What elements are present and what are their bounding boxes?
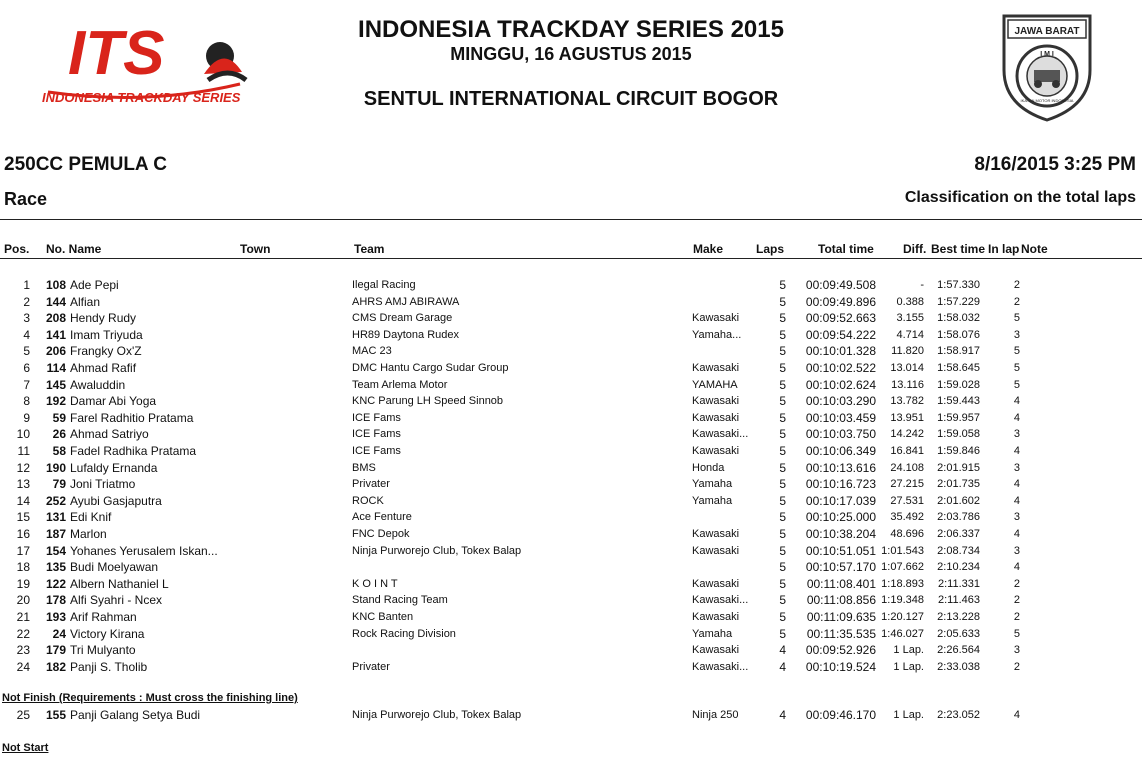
table-row [0, 277, 1142, 294]
table-row [0, 360, 1142, 377]
row-pos: 2 [23, 294, 30, 309]
row-pos: 8 [23, 394, 30, 409]
row-inlap: 2 [1013, 577, 1020, 590]
row-make: Kawasaki [692, 411, 740, 424]
row-laps: 5 [779, 493, 786, 508]
row-diff: 16.841 [890, 445, 924, 457]
row-total: 00:10:03.750 [805, 427, 876, 442]
row-number: 131 [45, 510, 66, 525]
row-diff: 35.492 [890, 511, 924, 524]
row-laps: 5 [779, 294, 786, 309]
circuit-name: SENTUL INTERNATIONAL CIRCUIT BOGOR [363, 88, 779, 110]
row-team: ICE Fams [352, 411, 401, 424]
row-make: Kawasaki [692, 528, 740, 540]
row-number: 193 [45, 610, 66, 624]
row-best: 1:58.917 [937, 345, 980, 358]
table-row [0, 543, 1142, 560]
row-best: 2:03.786 [937, 511, 980, 524]
row-diff: 3.155 [896, 312, 924, 325]
row-make: Kawasaki [692, 362, 740, 374]
row-total: 00:10:13.616 [805, 460, 876, 475]
row-inlap: 5 [1013, 378, 1020, 391]
row-pos: 21 [16, 610, 30, 624]
row-name: Lufaldy Ernanda [70, 460, 158, 475]
row-total: 00:09:49.508 [805, 278, 876, 292]
logo-main-text: ITS [68, 19, 165, 88]
row-total: 00:09:46.170 [805, 708, 876, 722]
row-make: Kawasaki [692, 395, 740, 408]
row-inlap: 3 [1013, 328, 1020, 341]
row-total: 00:10:25.000 [805, 510, 876, 525]
row-laps: 5 [779, 278, 786, 292]
row-inlap: 4 [1013, 395, 1020, 408]
row-total: 00:10:02.624 [805, 377, 876, 392]
row-number: 206 [45, 344, 66, 359]
row-inlap: 3 [1013, 461, 1020, 474]
row-total: 00:11:08.401 [806, 576, 876, 591]
row-total: 00:09:52.926 [805, 643, 876, 658]
row-best: 2:01.602 [937, 494, 980, 507]
logo-sub-text: INDONESIA TRACKDAY SERIES [42, 90, 241, 105]
row-laps: 5 [779, 560, 786, 575]
row-number: 26 [52, 427, 66, 442]
not-start-heading: Not Start [2, 742, 49, 754]
row-pos: 1 [23, 278, 30, 292]
table-row [0, 377, 1142, 394]
row-pos: 7 [23, 377, 30, 392]
row-best: 1:58.032 [937, 312, 980, 325]
row-laps: 5 [779, 311, 786, 326]
row-best: 2:06.337 [937, 528, 980, 540]
row-name: Awaluddin [70, 377, 126, 392]
row-diff: 1:20.127 [881, 611, 924, 623]
row-number: 154 [45, 543, 66, 558]
table-row [0, 493, 1142, 510]
table-row [0, 707, 1142, 724]
row-make: Ninja 250 [692, 709, 739, 721]
row-number: 122 [45, 576, 66, 591]
row-laps: 5 [779, 410, 786, 425]
row-pos: 15 [16, 510, 30, 525]
row-total: 00:10:02.522 [805, 361, 876, 375]
row-inlap: 5 [1013, 312, 1020, 325]
row-total: 00:10:17.039 [805, 493, 876, 508]
row-diff: 27.215 [890, 478, 924, 491]
row-make: Kawasaki [692, 611, 740, 623]
row-team: Ilegal Racing [352, 279, 416, 291]
row-best: 1:59.028 [937, 378, 980, 391]
col-total-time: Total time [818, 242, 874, 256]
row-laps: 5 [779, 344, 786, 359]
row-number: 178 [45, 593, 66, 608]
columns-divider [0, 258, 1142, 259]
row-pos: 11 [17, 444, 30, 458]
row-best: 1:57.229 [937, 295, 980, 308]
row-best: 1:59.957 [937, 411, 980, 424]
row-team: Ninja Purworejo Club, Tokex Balap [352, 544, 522, 557]
row-diff: 1 Lap. [893, 709, 924, 721]
table-row [0, 659, 1142, 676]
row-team: ICE Fams [352, 445, 401, 457]
row-pos: 13 [16, 477, 30, 492]
row-diff: 1:46.027 [881, 627, 924, 640]
table-row [0, 310, 1142, 327]
table-row [0, 393, 1142, 410]
row-inlap: 4 [1013, 528, 1020, 540]
category-title: 250CC PEMULA C [4, 154, 167, 175]
row-laps: 5 [779, 460, 786, 475]
row-number: 145 [45, 377, 66, 392]
row-best: 2:33.038 [937, 660, 980, 673]
row-team: HR89 Daytona Rudex [352, 328, 460, 341]
col-note: Note [1021, 242, 1048, 256]
row-laps: 5 [779, 394, 786, 409]
row-team: KNC Parung LH Speed Sinnob [352, 395, 504, 408]
row-inlap: 3 [1013, 644, 1020, 657]
col-pos: Pos. [4, 242, 30, 256]
row-diff: 48.696 [890, 528, 924, 540]
row-team: Stand Racing Team [352, 594, 448, 607]
row-pos: 17 [16, 543, 30, 558]
row-total: 00:10:57.170 [805, 560, 876, 575]
table-row [0, 327, 1142, 344]
table-row [0, 509, 1142, 526]
row-diff: 27.531 [890, 494, 924, 507]
row-total: 00:10:19.524 [805, 659, 876, 674]
imi-emblem [996, 10, 1098, 124]
row-name: Budi Moelyawan [70, 560, 159, 575]
row-team: AHRS AMJ ABIRAWA [352, 295, 460, 308]
row-laps: 4 [779, 708, 786, 722]
row-diff: 4.714 [896, 328, 924, 341]
table-row [0, 426, 1142, 443]
row-make: Kawasaki [692, 445, 740, 457]
row-team: ICE Fams [352, 428, 401, 441]
row-number: 135 [45, 560, 66, 575]
row-team: MAC 23 [352, 345, 392, 358]
row-inlap: 2 [1013, 594, 1020, 607]
row-pos: 9 [23, 410, 30, 425]
row-laps: 5 [779, 444, 786, 458]
row-diff: 13.782 [890, 395, 924, 408]
table-row [0, 642, 1142, 659]
row-name: Marlon [70, 527, 107, 541]
row-name: Alfian [70, 294, 101, 309]
row-name: Ade Pepi [70, 278, 119, 292]
row-number: 179 [45, 643, 66, 658]
col-laps: Laps [756, 242, 785, 256]
row-inlap: 2 [1013, 660, 1020, 673]
row-laps: 5 [779, 626, 786, 641]
row-best: 1:59.443 [937, 395, 980, 408]
row-pos: 16 [16, 527, 30, 541]
row-inlap: 3 [1013, 511, 1020, 524]
row-name: Victory Kirana [70, 626, 145, 641]
table-row [0, 609, 1142, 626]
row-diff: 1:01.543 [881, 544, 924, 557]
row-laps: 5 [779, 593, 786, 608]
row-diff: 1:19.348 [881, 594, 924, 607]
event-datetime: 8/16/2015 3:25 PM [974, 154, 1136, 175]
table-row [0, 476, 1142, 493]
row-inlap: 4 [1013, 561, 1020, 574]
row-number: 24 [52, 626, 66, 641]
row-pos: 10 [16, 427, 30, 442]
row-diff: 1:18.893 [881, 577, 924, 590]
row-diff: 1 Lap. [893, 644, 924, 657]
row-best: 2:01.915 [937, 461, 980, 474]
row-name: Ahmad Rafif [70, 361, 137, 375]
row-laps: 5 [779, 477, 786, 492]
row-number: 187 [45, 527, 66, 541]
series-title: INDONESIA TRACKDAY SERIES 2015 [358, 16, 784, 43]
table-row [0, 526, 1142, 543]
row-laps: 5 [779, 377, 786, 392]
row-best: 2:23.052 [937, 709, 980, 721]
row-name: Imam Triyuda [70, 327, 143, 342]
row-laps: 5 [779, 543, 786, 558]
row-diff: 13.116 [891, 378, 924, 391]
col-best-time: Best time [931, 242, 986, 256]
table-row [0, 592, 1142, 609]
table-row [0, 443, 1142, 460]
row-team: FNC Depok [352, 528, 410, 540]
row-pos: 25 [16, 708, 30, 722]
row-name: Joni Triatmo [70, 477, 136, 492]
row-diff: 11.820 [891, 345, 924, 358]
row-diff: 24.108 [890, 461, 924, 474]
row-best: 2:26.564 [937, 644, 980, 657]
row-make: Kawasaki [692, 544, 740, 557]
row-laps: 4 [779, 643, 786, 658]
row-inlap: 4 [1013, 709, 1020, 721]
row-best: 2:08.734 [937, 544, 980, 557]
row-diff: 14.242 [890, 428, 924, 441]
row-best: 1:58.076 [937, 328, 980, 341]
row-laps: 4 [779, 659, 786, 674]
row-name: Albern Nathaniel L [70, 576, 169, 591]
emblem-mid-text: I M I [1040, 51, 1054, 58]
row-make: Yamaha [692, 478, 733, 491]
row-team: Ace Fenture [352, 511, 412, 524]
row-number: 108 [45, 278, 66, 292]
row-inlap: 3 [1013, 428, 1020, 441]
row-make: Kawasaki... [692, 660, 749, 673]
row-total: 00:11:08.856 [806, 593, 876, 608]
row-pos: 5 [23, 344, 30, 359]
row-best: 1:57.330 [937, 279, 980, 291]
row-total: 00:10:03.290 [805, 394, 876, 409]
row-number: 192 [45, 394, 66, 409]
row-total: 00:10:06.349 [805, 444, 876, 458]
row-number: 182 [45, 659, 66, 674]
table-row [0, 576, 1142, 593]
row-laps: 5 [779, 427, 786, 442]
row-laps: 5 [779, 527, 786, 541]
row-name: Ayubi Gasjaputra [70, 493, 162, 508]
row-make: Kawasaki [692, 312, 740, 325]
emblem-top-text: JAWA BARAT [1014, 26, 1080, 37]
row-number: 208 [45, 311, 66, 326]
row-number: 144 [45, 294, 66, 309]
row-total: 00:09:52.663 [805, 311, 876, 326]
row-diff: 1:07.662 [881, 561, 924, 574]
row-best: 2:05.633 [937, 627, 980, 640]
row-team: Team Arlema Motor [352, 378, 448, 391]
row-team: DMC Hantu Cargo Sudar Group [352, 362, 509, 374]
row-best: 2:11.463 [937, 594, 980, 607]
row-pos: 19 [16, 576, 30, 591]
row-pos: 4 [23, 327, 30, 342]
row-inlap: 2 [1013, 279, 1020, 291]
row-total: 00:10:16.723 [805, 477, 876, 492]
row-total: 00:11:09.635 [806, 610, 876, 624]
row-pos: 3 [23, 311, 30, 326]
row-name: Alfi Syahri - Ncex [70, 593, 163, 608]
row-number: 252 [45, 493, 66, 508]
row-total: 00:10:03.459 [805, 410, 876, 425]
row-inlap: 4 [1013, 494, 1020, 507]
row-inlap: 2 [1013, 295, 1020, 308]
row-laps: 5 [779, 327, 786, 342]
row-diff: 13.951 [890, 411, 924, 424]
table-row [0, 626, 1142, 643]
row-total: 00:09:49.896 [805, 294, 876, 309]
row-team: K O I N T [352, 577, 398, 590]
row-diff: 0.388 [896, 295, 924, 308]
row-number: 114 [46, 361, 66, 375]
row-pos: 22 [16, 626, 30, 641]
row-make: Yamaha [692, 627, 733, 640]
table-row [0, 460, 1142, 477]
row-number: 79 [52, 477, 66, 492]
row-name: Ahmad Satriyo [70, 427, 149, 442]
row-name: Hendy Rudy [70, 311, 137, 326]
col-diff: Diff. [903, 242, 927, 256]
row-pos: 6 [23, 361, 30, 375]
row-total: 00:10:51.051 [805, 543, 876, 558]
row-total: 00:09:54.222 [805, 327, 876, 342]
row-make: Kawasaki... [692, 594, 749, 607]
row-pos: 18 [16, 560, 30, 575]
row-best: 2:11.331 [937, 577, 980, 590]
row-team: Privater [352, 478, 390, 491]
emblem-ring-text: IKATAN MOTOR INDONESIA [1020, 98, 1074, 103]
row-make: Kawasaki [692, 577, 740, 590]
row-best: 2:13.228 [937, 611, 980, 623]
row-diff: 13.014 [890, 362, 924, 374]
row-inlap: 4 [1013, 411, 1020, 424]
row-team: BMS [352, 461, 376, 474]
row-pos: 14 [16, 493, 30, 508]
row-total: 00:10:38.204 [805, 527, 876, 541]
row-inlap: 2 [1013, 611, 1020, 623]
row-inlap: 4 [1013, 445, 1020, 457]
header-divider [0, 219, 1142, 220]
table-row [0, 294, 1142, 311]
row-team: Privater [352, 660, 390, 673]
row-inlap: 5 [1013, 345, 1020, 358]
row-name: Arif Rahman [70, 610, 137, 624]
table-row [0, 343, 1142, 360]
row-name: Edi Knif [70, 510, 112, 525]
row-best: 1:59.058 [937, 428, 980, 441]
col-no-name: No. Name [46, 242, 102, 256]
row-name: Panji S. Tholib [70, 659, 148, 674]
row-number: 155 [45, 708, 66, 722]
row-pos: 20 [16, 593, 30, 608]
row-total: 00:11:35.535 [806, 626, 876, 641]
row-number: 58 [52, 444, 66, 458]
row-best: 2:01.735 [937, 478, 980, 491]
col-town: Town [240, 242, 271, 256]
row-make: YAMAHA [692, 378, 738, 391]
row-pos: 12 [16, 460, 30, 475]
row-name: Farel Radhitio Pratama [70, 410, 194, 425]
row-inlap: 4 [1013, 478, 1020, 491]
row-name: Tri Mulyanto [70, 643, 136, 658]
row-name: Frangky Ox'Z [70, 344, 142, 359]
row-best: 1:58.645 [937, 362, 980, 374]
row-number: 59 [52, 410, 66, 425]
row-pos: 23 [16, 643, 30, 658]
date-line: MINGGU, 16 AGUSTUS 2015 [450, 44, 692, 64]
not-finish-heading: Not Finish (Requirements : Must cross the finishing line) [2, 692, 298, 704]
row-name: Fadel Radhika Pratama [70, 444, 197, 458]
row-inlap: 5 [1013, 362, 1020, 374]
row-laps: 5 [779, 361, 786, 375]
row-best: 2:10.234 [937, 561, 980, 574]
row-team: KNC Banten [352, 611, 414, 623]
row-inlap: 5 [1013, 627, 1020, 640]
row-team: CMS Dream Garage [352, 312, 453, 325]
row-diff: - [920, 279, 924, 291]
row-make: Yamaha... [692, 328, 742, 341]
row-number: 141 [45, 327, 66, 342]
row-make: Honda [692, 461, 725, 474]
row-laps: 5 [779, 610, 786, 624]
row-laps: 5 [779, 576, 786, 591]
col-in-lap: In lap [988, 242, 1020, 256]
row-team: Ninja Purworejo Club, Tokex Balap [352, 709, 522, 721]
row-total: 00:10:01.328 [805, 344, 876, 359]
table-row [0, 559, 1142, 576]
row-number: 190 [45, 460, 66, 475]
row-make: Kawasaki [692, 644, 740, 657]
row-best: 1:59.846 [937, 445, 980, 457]
col-make: Make [693, 242, 724, 256]
row-team: ROCK [352, 494, 384, 507]
row-name: Yohanes Yerusalem Iskan... [70, 543, 218, 558]
col-team: Team [354, 242, 385, 256]
row-pos: 24 [16, 659, 30, 674]
row-make: Yamaha [692, 494, 733, 507]
classification-note: Classification on the total laps [904, 189, 1136, 206]
row-name: Panji Galang Setya Budi [70, 708, 201, 722]
row-name: Damar Abi Yoga [70, 394, 157, 409]
row-make: Kawasaki... [692, 428, 749, 441]
row-diff: 1 Lap. [893, 660, 924, 673]
row-team: Rock Racing Division [352, 627, 456, 640]
session-name: Race [4, 189, 48, 209]
row-inlap: 3 [1013, 544, 1020, 557]
row-laps: 5 [779, 510, 786, 525]
table-row [0, 410, 1142, 427]
